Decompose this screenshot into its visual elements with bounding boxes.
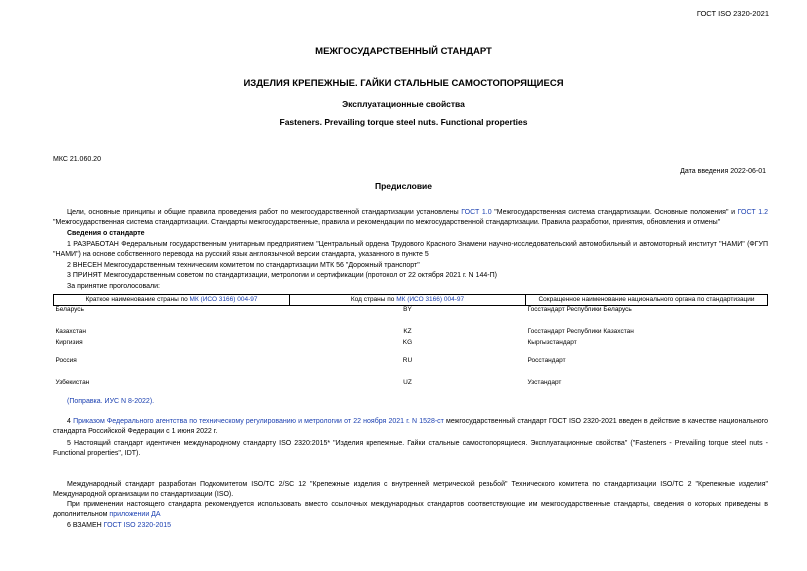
col-code-header-text: Код страны по <box>350 296 397 303</box>
gost-1-0-link[interactable]: ГОСТ 1.0 <box>461 209 492 216</box>
item-4-text: межгосударственный стандарт ГОСТ ISO 2320-2021 введен в действие в качестве национального стандарта Российской Федерации с 1 июня 2022 г. <box>53 418 768 435</box>
col-code-header <box>290 295 526 306</box>
goals-paragraph <box>53 208 768 228</box>
row-body: Госстандарт Республики Беларусь <box>527 306 632 314</box>
col-country-header-text: Краткое наименование страны по <box>85 296 190 303</box>
intro-date: Дата введения 2022-06-01 <box>680 168 766 175</box>
row-country: Киргизия <box>55 338 83 346</box>
row-country: Россия <box>55 356 77 364</box>
agreement-table <box>53 294 768 390</box>
mk-iso-3166-link[interactable]: МК (ИСО 3166) 004-97 <box>396 296 465 303</box>
table-row <box>54 339 768 357</box>
item-5-identical: 5 Настоящий стандарт идентичен международному стандарту ISO 2320:2015* "Изделия крепежные. Гайки стальные самостопорящиеся. Эксплуатационные свойства" ("Fasteners - Prevailing torque steel nuts - Functional properties", IDT). <box>53 440 768 457</box>
document-title: ИЗДЕЛИЯ КРЕПЕЖНЫЕ. ГАЙКИ СТАЛЬНЫЕ САМОСТОПОРЯЩИЕСЯ <box>243 78 564 89</box>
row-code: KZ <box>403 327 412 335</box>
row-body: Росстандарт <box>527 356 566 364</box>
row-code: RU <box>402 356 413 364</box>
table-row <box>54 379 768 390</box>
standard-type-heading: МЕЖГОСУДАРСТВЕННЫЙ СТАНДАРТ <box>315 46 492 57</box>
item-1-developed: 1 РАЗРАБОТАН Федеральным государственным унитарным предприятием "Центральный ордена Трудового Красного Знамени научно-исследовательский автомобильный и автомоторный институт "НАМИ" (ФГУП "НАМИ") на основе собственного перевода на русский язык англоязычной версии стандарта, указанного в пункте 5 <box>53 241 768 258</box>
row-country: Беларусь <box>55 306 84 314</box>
row-country: Казахстан <box>55 327 86 335</box>
item-4-enacted <box>53 417 768 437</box>
mk-iso-3166-link[interactable]: МК (ИСО 3166) 004-97 <box>189 296 258 303</box>
row-body: Кыргызстандарт <box>527 338 577 346</box>
row-body: Госстандарт Республики Казахстан <box>527 327 634 335</box>
item-2-submitted: 2 ВНЕСЕН Межгосударственным техническим комитетом по стандартизации МТК 56 "Дорожный транспорт" <box>67 262 420 269</box>
goals-text-1: Цели, основные принципы и общие правила проведения работ по межгосударственной стандартизации установлены <box>67 209 462 216</box>
mks-code: МКС 21.060.20 <box>53 156 101 163</box>
item-6-text: 6 ВЗАМЕН <box>67 522 104 529</box>
row-code: KG <box>402 338 413 346</box>
item-3-adopted: 3 ПРИНЯТ Межгосударственным советом по стандартизации, метрологии и сертификации (протокол от 22 октября 2021 г. N 144-П) <box>67 272 497 279</box>
voted-label: За принятие проголосовали: <box>67 283 160 290</box>
goals-text-3: "Межгосударственная система стандартизации. Стандарты межгосударственные, правила и рекомендации по межгосударственной стандартизации. Правила разработки, принятия, обновления и отмены" <box>53 219 721 226</box>
col-body-header: Сокращенное наименование национального органа по стандартизации <box>526 295 768 306</box>
gost-1-2-link[interactable]: ГОСТ 1.2 <box>737 209 768 216</box>
international-standard-paragraph: Международный стандарт разработан Подкомитетом ISO/TC 2/SC 12 "Крепежные изделия с внутренней метрической резьбой" Технического комитета по стандартизации ISO/TC 2 "Крепежные изделия" Международной организации по стандартизации (ISO). <box>53 481 768 498</box>
row-country: Узбекистан <box>55 378 90 386</box>
amendment-link[interactable]: (Поправка. ИУС N 8-2022). <box>67 398 155 405</box>
row-code: UZ <box>403 378 412 386</box>
item-6-replaces <box>53 521 768 531</box>
table-row <box>54 328 768 339</box>
info-heading: Сведения о стандарте <box>67 230 145 237</box>
order-link[interactable]: Приказом Федерального агентства по техническому регулированию и метрологии от 22 ноября 2021 г. N 1528-ст <box>73 418 444 425</box>
application-paragraph <box>53 500 768 520</box>
application-text: При применении настоящего стандарта рекомендуется использовать вместо ссылочных международных стандартов соответствующие им межгосударственные стандарты, сведения о которых приведены в дополнительном <box>53 501 768 518</box>
table-row <box>54 357 768 379</box>
document-title-english: Fasteners. Prevailing torque steel nuts. Functional properties <box>279 117 528 127</box>
table-row <box>54 306 768 328</box>
row-body: Узстандарт <box>527 378 562 386</box>
document-code: ГОСТ ISO 2320-2021 <box>696 9 769 18</box>
annex-da-link[interactable]: приложении ДА <box>109 511 161 518</box>
item-4-number: 4 <box>67 418 74 425</box>
document-subtitle: Эксплуатационные свойства <box>342 99 465 109</box>
gost-iso-2320-2015-link[interactable]: ГОСТ ISO 2320-2015 <box>103 522 172 529</box>
goals-text-2: "Межгосударственная система стандартизации. Основные положения" и <box>491 209 738 216</box>
table-header-row <box>54 295 768 306</box>
row-code: BY <box>403 306 412 314</box>
preface-heading: Предисловие <box>374 181 433 191</box>
col-country-header <box>54 295 290 306</box>
